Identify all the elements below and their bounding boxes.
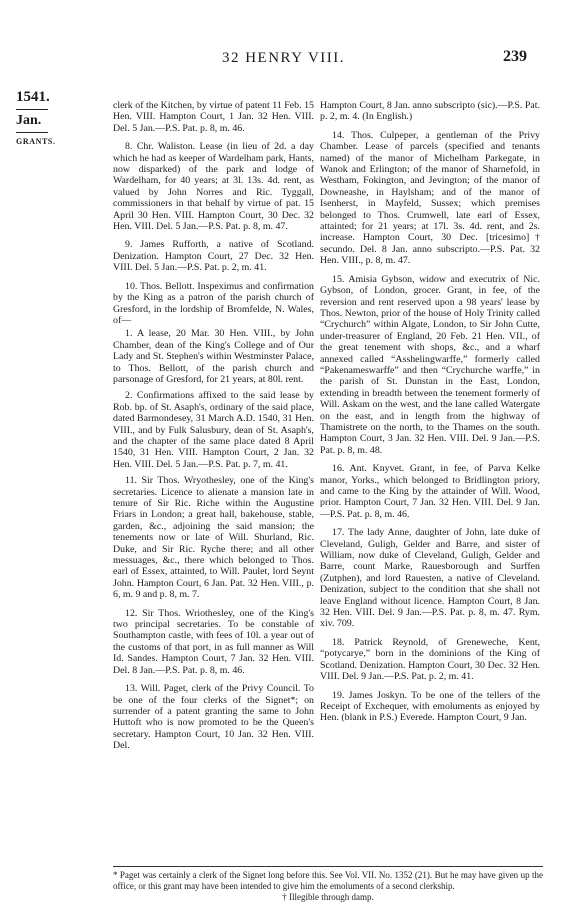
right-column: [320, 100, 540, 731]
footnotes: [113, 866, 543, 903]
paragraph: 9. James Rufforth, a native of Scotland. Denization. Hampton Court, 27 Dec. 32 Hen. VIII. Del. 5 Jan.—P.S. Pat. p. 2, m. 41.: [113, 239, 314, 274]
running-title: 32 HENRY VIII.: [221, 50, 346, 66]
paragraph: 19. James Joskyn. To be one of the tellers of the Receipt of Exchequer, with emoluments as enjoyed by Hen. (blank in P.S.) Everede. Hampton Court, 9 Jan.: [320, 689, 540, 724]
paragraph: 11. Sir Thos. Wryothesley, one of the King's secretaries. Licence to alienate a mansion late in tenure of Sir Ric. Riche within the Augustine Friars in London; a great hall, bakehouse, stable, garden, &c., adjoining the said mansion; the tenements now or late of Will. Shurland, Ric. Duke, and Sir Ric. Ryche there; and all other messuages, &c., there which belonged to Thos. earl of Essex, attainted, to Will. Paulet, lord Seynt John. Hampton Court, 6 Jan. Pat. 32 Hen. VIII., p. 6, m. 9 and p. 8, m. 7.: [113, 475, 314, 601]
margin-section: GRANTS.: [16, 137, 56, 146]
footnote: † Illegible through damp.: [282, 892, 374, 902]
paragraph: 12. Sir Thos. Wriothesley, one of the King's two principal secretaries. To be constable of Southampton castle, with fees of 10l. a year out of the customs of that port, in as full manner as Will Id. Sandes. Hampton Court, 7 Jan. 32 Hen. VIII. Del. 8 Jan.—P.S. Pat. p. 8, m. 46.: [113, 607, 314, 676]
paragraph: 10. Thos. Bellott. Inspeximus and confirmation by the King as a patron of the parish church of Gresford, in the lordship of Bromfelde, N. Wales, of—: [113, 280, 314, 326]
paragraph: 15. Amisia Gybson, widow and executrix of Nic. Gybson, of London, grocer. Grant, in fee, of the reversion and rent reserved upon a 98 years' lease by Thos. Newton, prior of the house of Holy Trinity called “Crychurch” within Algate, London, to Sir John Cutte, under-treasurer of England, 20 Feb. 21 Hen. VII., of the great tenement with shops, &c., and a wharf annexed called “Asshelingwarffe,” formerly called “Pakenameswarffe” and then “Crychurche warffe,” in the parish of St. Dunstan in the East, London, extending in breadth between the tenement formerly of Will. Askam on the west, and the lane called Watergate on the east, and in length from the highway of Thamistrete on the north, to the Thames on the south. Hampton Court, 3 Jan. 32 Hen. VIII. Del. 9 Jan.—P.S. Pat. p. 8, m. 48.: [320, 273, 540, 456]
sub-paragraph: 2. Confirmations affixed to the said lease by Rob. bp. of St. Asaph's, ordinary of the said place, dated Barmondesey, 31 March A.D. 1540, 31 Hen. VIII., and by Fulk Salusbury, dean of St. Asaph's, and the chapter of the same place dated 8 April 1540, 31 Hen. VIII. Hampton Court, 2 Jan. 32 Hen. VIII. Del. 5 Jan.—P.S. Pat. p. 7, m. 41.: [113, 390, 314, 470]
paragraph: clerk of the Kitchen, by virtue of patent 11 Feb. 15 Hen. VIII. Hampton Court, 1 Jan. 32 Hen. VIII. Del. 5 Jan.—P.S. Pat. p. 8, m. 46.: [113, 100, 314, 134]
margin-divider: [16, 109, 48, 110]
page-header: [0, 50, 567, 72]
paragraph: 8. Chr. Waliston. Lease (in lieu of 2d. a day which he had as keeper of Wardelham park, Hants, now disparked) of the park and lodge of Wardelham, for 40 years; at 3l. 13s. 4d. rent, as valued by John Norres and Ric. Tyggall, commissioners in that behalf by virtue of pat. 15 April 30 Hen. VIII. Hampton Court, 30 Dec. 32 Hen. VIII. Del. 5 Jan.—P.S. Pat. p. 8, m. 47.: [113, 141, 314, 233]
margin-notes: [16, 88, 98, 146]
footnote: * Paget was certainly a clerk of the Signet long before this. See Vol. VII. No. 1352 (21). But he may have given up the office, or this grant may have been intended to give him the emoluments of a second clerkship.: [113, 870, 543, 891]
margin-divider: [16, 132, 48, 133]
paragraph: 14. Thos. Culpeper, a gentleman of the Privy Chamber. Lease of parcels (specified and tenants named) of the manor of Michelham Parkegate, in Wanok and Erlington; of the manor of Sharnefold, in Westham, Fokington, and Jevington; of the manor of Downeashe, in Haylsham; and of the manor of Isenherst, in Mayfeld, Sussex; which premises belonged to Thos. Crumwell, late earl of Essex, attainted; for 21 years; at 17l. 3s. 4d. rent, and 2s. increase. Hampton Court, 30 Dec. [tricesimo]† secundo. Del. 8 Jan. anno subscripto.—P.S. Pat. 32 Hen. VIII., p. 8, m. 47.: [320, 129, 540, 267]
margin-month: Jan.: [16, 113, 42, 128]
paragraph: 13. Will. Paget, clerk of the Privy Council. To be one of the four clerks of the Signet*; on surrender of a patent granting the same to John Huttoft who is now promoted to be the Queen's secretary. Hampton Court, 10 Jan. 32 Hen. VIII. Del.: [113, 683, 314, 752]
paragraph: Hampton Court, 8 Jan. anno subscripto (sic).—P.S. Pat. p. 2, m. 4. (In English.): [320, 100, 540, 123]
left-column: [113, 100, 314, 759]
paragraph: 16. Ant. Knyvet. Grant, in fee, of Parva Kelke manor, Yorks., which belonged to Bridlington priory, and came to the King by the attainder of Will. Wood, prior. Hampton Court, 7 Jan. 32 Hen. VIII. Del. 9 Jan. —P.S. Pat. p. 8, m. 46.: [320, 463, 540, 520]
margin-year: 1541.: [16, 89, 50, 105]
paragraph: 18. Patrick Reynold, of Greneweche, Kent, “potycarye,” born in the dominions of the King of Scotland. Denization. Hampton Court, 30 Dec. 32 Hen. VIII. Del. 9 Jan.—P.S. Pat. p. 2, m. 41.: [320, 636, 540, 683]
sub-paragraph: 1. A lease, 20 Mar. 30 Hen. VIII., by John Chamber, dean of the King's College and of Our Lady and St. Stephen's within Westminster Palace, to Thos. Bellott, of the parish church and parsonage of Gresford, for 21 years, at 80l. rent.: [113, 328, 314, 385]
page-number: 239: [503, 48, 527, 65]
paragraph: 17. The lady Anne, daughter of John, late duke of Cleveland, Guligh, Gelder and Barre, and sister of William, now duke of Cleveland, Guligh, Gelder and Barre, count Marke, Rauesborough and Surffen (Zutphen), and lord Rauesten, a native of Cleveland. Denization, subject to the condition that she shall not leave England without licence. Hampton Court, 8 Jan. 32 Hen. VIII. Del. 9 Jan.—P.S. Pat. p. 8, m. 47. Rym. xiv. 709.: [320, 527, 540, 630]
